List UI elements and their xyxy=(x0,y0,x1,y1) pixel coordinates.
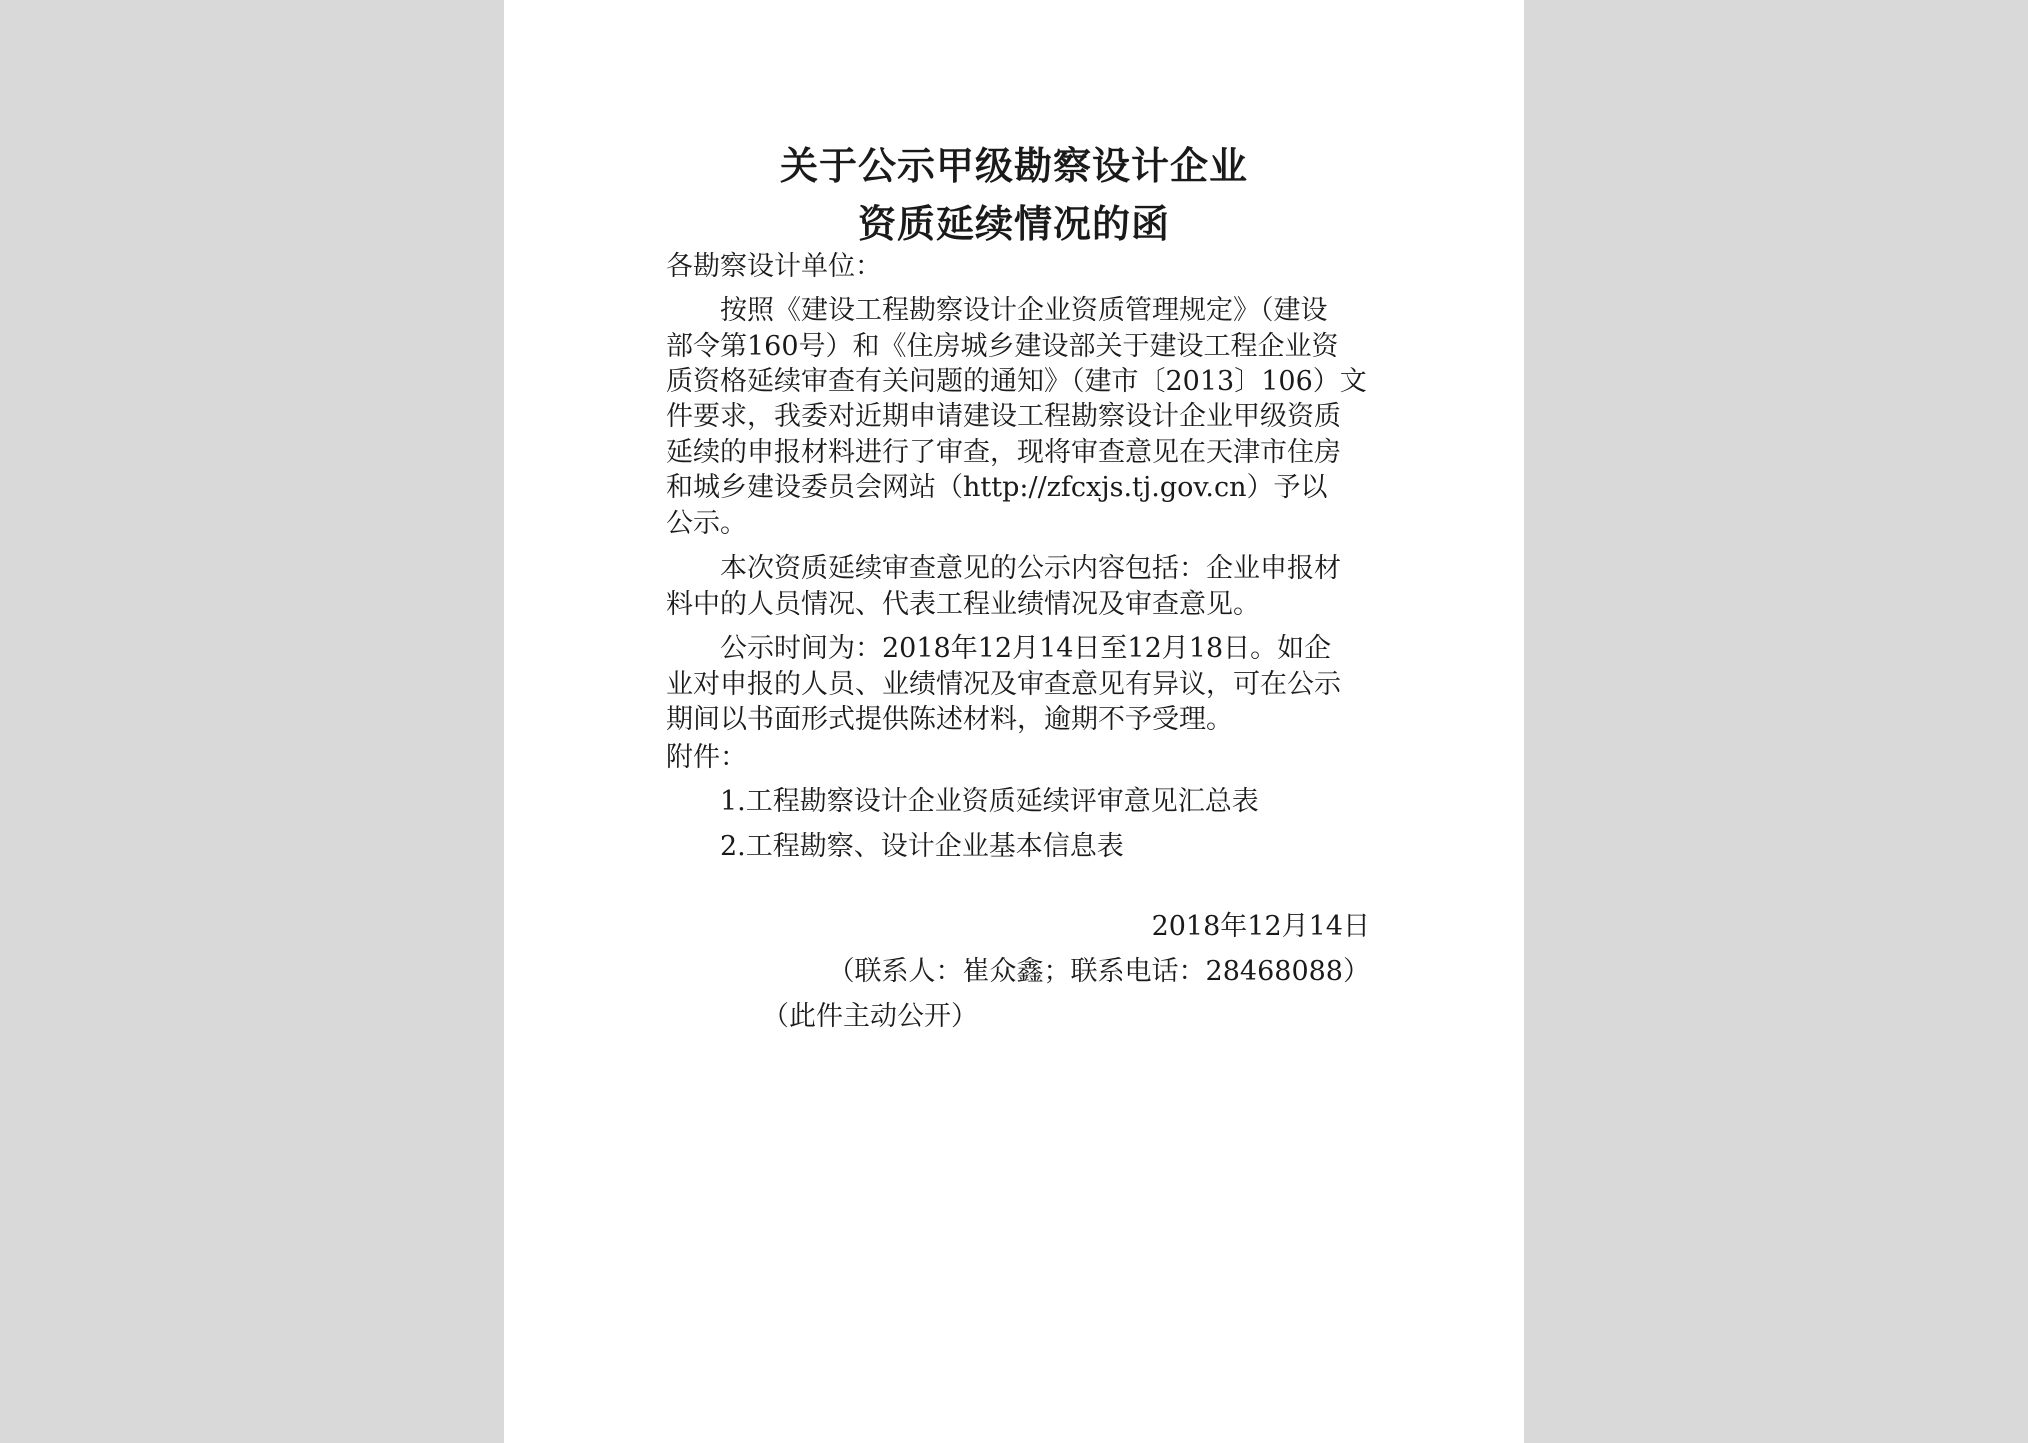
paragraph-1-line-5: 延续的申报材料进行了审查，现将审查意见在天津市住房 xyxy=(666,437,1341,468)
paragraph-3-line-1: 公示时间为：2018年12月14日至12月18日。如企 xyxy=(720,633,1332,664)
paragraph-1-line-3: 质资格延续审查有关问题的通知》（建市〔2013〕106）文 xyxy=(666,366,1367,397)
paragraph-2-line-2: 料中的人员情况、代表工程业绩情况及审查意见。 xyxy=(666,589,1260,620)
document-title-line-2: 资质延续情况的函 xyxy=(857,201,1170,246)
paragraph-3-line-2: 业对申报的人员、业绩情况及审查意见有异议，可在公示 xyxy=(666,669,1341,700)
paragraph-1-line-6: 和城乡建设委员会网站（http://zfcxjs.tj.gov.cn）予以 xyxy=(666,472,1328,503)
paragraph-2-line-1: 本次资质延续审查意见的公示内容包括：企业申报材 xyxy=(720,553,1341,584)
paragraph-1-line-4: 件要求，我委对近期申请建设工程勘察设计企业甲级资质 xyxy=(666,401,1341,432)
document-date: 2018年12月14日 xyxy=(1151,911,1370,942)
paragraph-1-line-7: 公示。 xyxy=(666,508,747,539)
paragraph-1-line-2: 部令第160号）和《住房城乡建设部关于建设工程企业资 xyxy=(666,331,1339,362)
document-title-line-1: 关于公示甲级勘察设计企业 xyxy=(779,143,1248,188)
disclosure-note: （此件主动公开） xyxy=(762,1001,978,1032)
paragraph-3-line-3: 期间以书面形式提供陈述材料，逾期不予受理。 xyxy=(666,704,1233,735)
paragraph-1-line-1: 按照《建设工程勘察设计企业资质管理规定》（建设 xyxy=(720,295,1328,326)
salutation: 各勘察设计单位： xyxy=(666,251,882,282)
attachments-label: 附件： xyxy=(666,742,747,773)
attachment-item-1: 1.工程勘察设计企业资质延续评审意见汇总表 xyxy=(720,786,1259,817)
document-page xyxy=(504,0,1524,1443)
attachment-item-2: 2.工程勘察、设计企业基本信息表 xyxy=(720,831,1124,862)
contact-info: （联系人：崔众鑫；联系电话：28468088） xyxy=(827,956,1370,987)
